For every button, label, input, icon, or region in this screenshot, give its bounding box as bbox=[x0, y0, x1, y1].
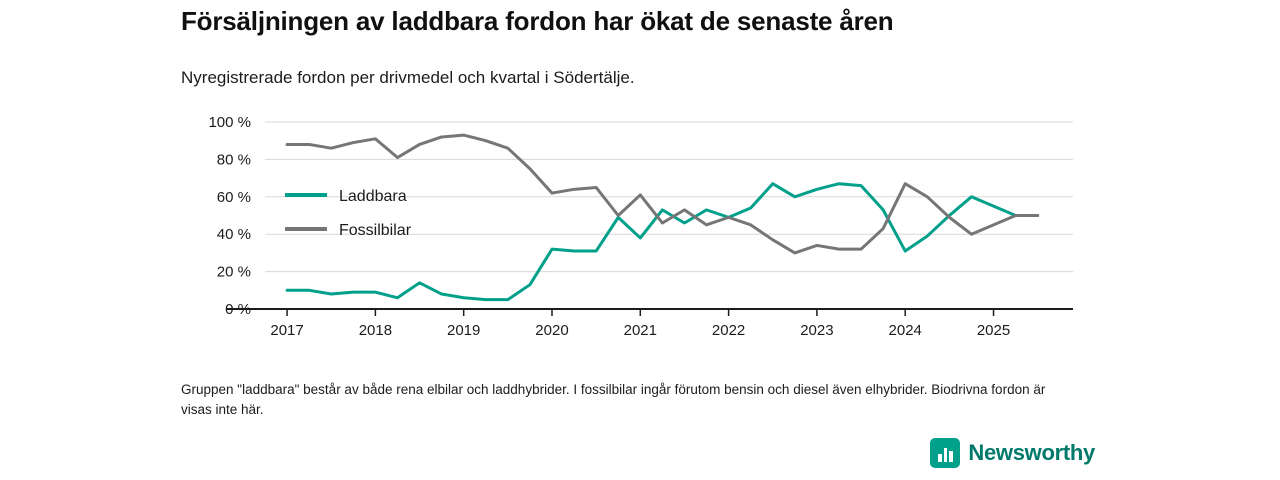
x-tick-label: 2023 bbox=[800, 322, 834, 339]
line-chart bbox=[0, 104, 1280, 344]
chart-svg bbox=[0, 104, 1280, 344]
page-title: Försäljningen av laddbara fordon har ökat de senaste åren bbox=[181, 6, 894, 36]
brand-logo bbox=[930, 438, 1095, 468]
x-tick-label: 2020 bbox=[535, 322, 569, 339]
x-tick-label: 2022 bbox=[711, 322, 746, 339]
x-tick-label: 2018 bbox=[358, 322, 393, 339]
x-tick-label: 2025 bbox=[976, 322, 1011, 339]
brand-name: Newsworthy bbox=[968, 440, 1095, 465]
y-tick-label: 100 % bbox=[208, 114, 251, 131]
page-subtitle: Nyregistrerade fordon per drivmedel och kvartal i Södertälje. bbox=[181, 68, 635, 87]
y-tick-label: 40 % bbox=[216, 226, 251, 244]
x-tick-label: 2024 bbox=[888, 322, 922, 339]
bar-chart-icon bbox=[930, 438, 960, 468]
x-tick-label: 2017 bbox=[270, 322, 304, 339]
y-tick-label: 80 % bbox=[216, 151, 251, 169]
x-tick-label: 2019 bbox=[447, 322, 481, 339]
legend-label-fossilbilar: Fossilbilar bbox=[339, 222, 412, 239]
y-tick-label: 60 % bbox=[216, 188, 251, 206]
x-tick-label: 2021 bbox=[623, 322, 657, 339]
y-tick-label: 0 % bbox=[225, 301, 251, 318]
legend-label-laddbara: Laddbara bbox=[339, 188, 407, 205]
footnote: Gruppen "laddbara" består av både rena elbilar och laddhybrider. I fossilbilar ingår förutom bensin och diesel även elhybrider. Biodrivna fordon är visas inte här. bbox=[181, 382, 1046, 417]
y-tick-label: 20 % bbox=[216, 263, 251, 281]
